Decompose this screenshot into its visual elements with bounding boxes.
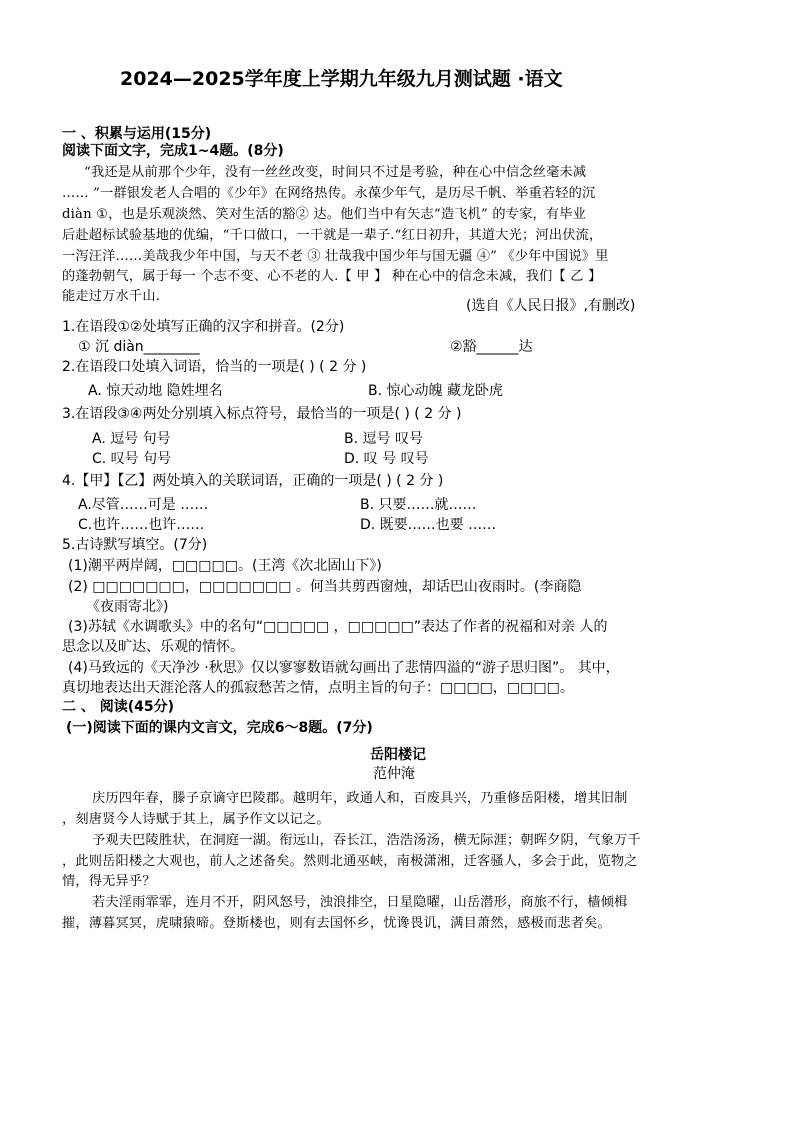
essay-line-4: ，此则岳阳楼之大观也，前人之述备矣。然则北通巫峡，南极潇湘，迁客骚人，多会于此，览物之 <box>62 854 638 869</box>
q3-option-a[interactable]: A. 逗号 句号 <box>92 431 171 447</box>
essay-line-2: ，刻唐贤今人诗赋于其上，属予作文以记之。 <box>62 812 330 827</box>
passage-line-6: 的蓬勃朝气，属于每一 个志不变、心不老的人.【 甲 】 种在心中的信念未减，我们【 乙 】 <box>62 269 602 284</box>
q4-option-a[interactable]: A.尽管……可是 …… <box>78 497 209 513</box>
q5-item-3[interactable]: (3)苏轼《水调歌头》中的名句“□□□□□ ，□□□□□”表达了作者的祝福和对亲 人的 <box>68 619 608 635</box>
q4-option-d[interactable]: D. 既要……也要 …… <box>360 517 497 533</box>
q1-blank-1[interactable]: ① 沉 diàn________ <box>78 339 200 355</box>
q4-stem: 4.【甲】【乙】两处填入的关联词语，正确的一项是( ) ( 2 分 ) <box>62 473 444 489</box>
q4-option-c[interactable]: C.也许……也许…… <box>78 517 205 533</box>
section-2-heading: 二 、 阅读(45分) <box>62 699 175 715</box>
section-2-sub: (一)阅读下面的课内文言文，完成6～8题。(7分) <box>66 720 373 736</box>
q2-option-b[interactable]: B. 惊心动魄 藏龙卧虎 <box>368 383 503 399</box>
q5-item-3-cont: 思念以及旷达、乐观的情怀。 <box>62 639 244 655</box>
essay-line-5: 情，得无异乎？ <box>62 874 156 889</box>
essay-line-6: 若夫淫雨霏霏，连月不开，阴风怒号，浊浪排空，日星隐曜，山岳潜形，商旅不行，樯倾楫 <box>92 895 628 910</box>
q3-stem: 3.在语段③④两处分别填入标点符号，最恰当的一项是( ) ( 2 分 ) <box>62 406 462 422</box>
q3-option-d[interactable]: D. 叹 号 叹号 <box>344 451 429 467</box>
q5-item-2-cont: 《夜雨寄北》) <box>86 599 169 615</box>
q5-item-4[interactable]: (4)马致远的《天净沙 ·秋思》仅以寥寥数语就勾画出了悲情四溢的“游子思归图”。 其中， <box>68 660 620 676</box>
passage-line-4: 后赴超标试验基地的优编，“千口做口，一干就是一辈子.“红日初升，其道大光；河出伏流， <box>62 228 603 243</box>
passage-line-7: 能走过万水千山. <box>62 289 161 304</box>
q2-option-a[interactable]: A. 惊天动地 隐姓埋名 <box>88 383 223 399</box>
q5-stem: 5.古诗默写填空。(7分) <box>62 537 208 553</box>
q3-option-b[interactable]: B. 逗号 叹号 <box>344 431 423 447</box>
section-1-heading: 一 、积累与运用(15分) <box>62 126 212 142</box>
essay-line-3: 予观夫巴陵胜状，在洞庭一湖。衔远山，吞长江，浩浩汤汤，横无际涯；朝晖夕阴，气象万千 <box>92 833 641 848</box>
q4-option-b[interactable]: B. 只要……就…… <box>360 497 477 513</box>
passage-line-5: 一泻汪洋……美哉我少年中国，与天不老 ③ 壮哉我中国少年与国无疆 ④” 《少年中国说》里 <box>62 249 609 264</box>
passage-line-2: …… ”一群银发老人合唱的《少年》在网络热传。永葆少年气，是历尽千帆、举重若轻的沉 <box>62 186 596 201</box>
q5-item-2[interactable]: (2) □□□□□□□，□□□□□□□ 。何当共剪西窗烛，却话巴山夜雨时。(李商隐 <box>68 579 582 595</box>
q3-option-c[interactable]: C. 叹号 句号 <box>92 451 172 467</box>
passage-line-3: diàn ①，也是乐观淡然、笑对生活的豁② 达。他们当中有矢志“造飞机” 的专家，有毕业 <box>62 207 587 222</box>
q5-item-4-cont: 真切地表达出天涯沦落人的孤寂愁苦之情，点明主旨的句子：□□□□，□□□□。 <box>62 680 574 696</box>
exam-title: 2024—2025学年度上学期九年级九月测试题 ·语文 <box>120 68 563 90</box>
essay-author: 范仲淹 <box>373 766 415 782</box>
reading-instruction: 阅读下面文字，完成1~4题。(8分) <box>62 143 284 159</box>
q5-item-1[interactable]: (1)潮平两岸阔，□□□□□。(王湾《次北固山下》) <box>68 558 382 574</box>
q1-stem: 1.在语段①②处填写正确的汉字和拼音。(2分) <box>62 319 345 335</box>
essay-title: 岳阳楼记 <box>370 747 426 763</box>
essay-line-1: 庆历四年春，滕子京谪守巴陵郡。越明年，政通人和，百废具兴，乃重修岳阳楼，增其旧制 <box>92 791 628 806</box>
essay-line-7: 摧，薄暮冥冥，虎啸猿啼。登斯楼也，则有去国怀乡，忧谗畏讥，满目萧然，感极而悲者矣。 <box>62 916 611 931</box>
q2-stem: 2.在语段口处填入词语，恰当的一项是( ) ( 2 分 ) <box>62 359 367 375</box>
q1-blank-2[interactable]: ②豁______达 <box>450 339 533 355</box>
passage-line-1: “我还是从前那个少年，没有一丝丝改变，时间只不过是考验，种在心中信念丝毫未减 <box>84 165 587 180</box>
passage-source: (选自《人民日报》,有删改) <box>466 298 636 314</box>
